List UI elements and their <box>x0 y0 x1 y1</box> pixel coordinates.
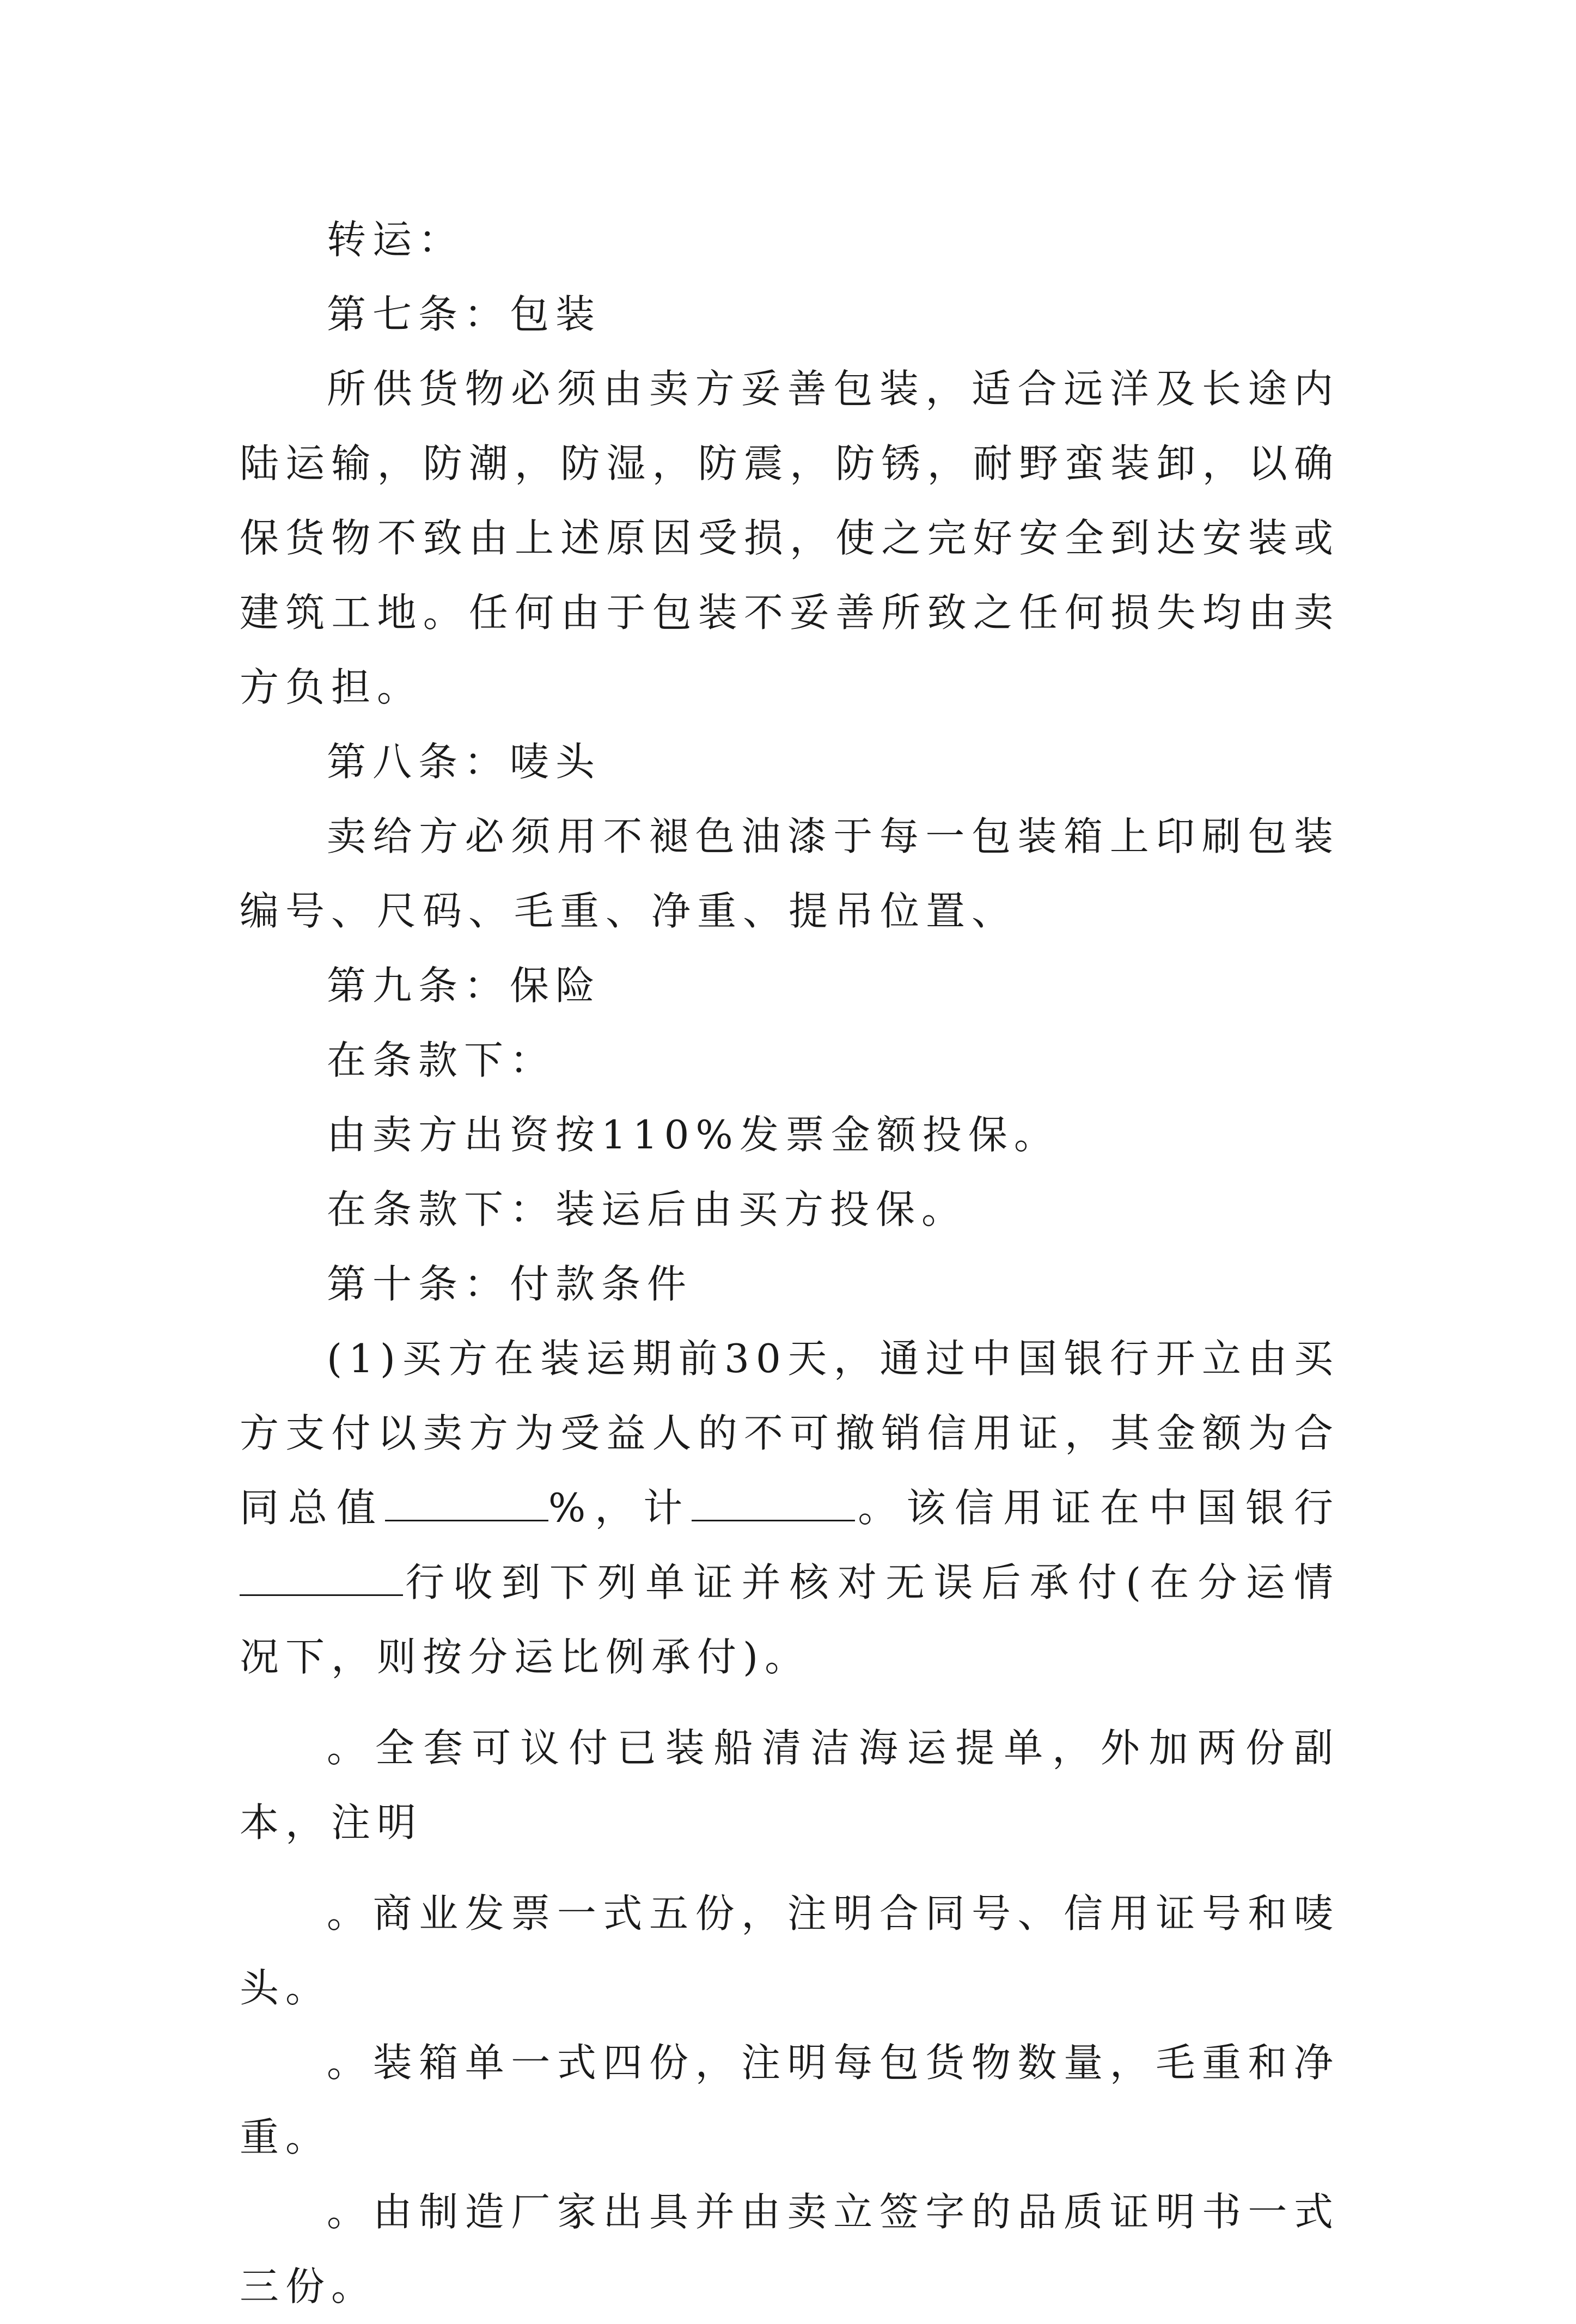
percent-suffix: %，计 <box>548 1485 692 1531</box>
doc-bill-of-lading: 。全套可议付已装船清洁海运提单，外加两份副本，注明 <box>240 1725 1340 1845</box>
article-9-heading: 第九条：保险 <box>327 963 602 1008</box>
after-amount-text: 。该信用证在中国银行 <box>855 1485 1340 1531</box>
article-9-clause-b: 在条款下：装运后由买方投保。 <box>327 1187 968 1232</box>
percent-blank <box>385 1481 548 1521</box>
after-bank-text: 行收到下列单证并核对无误后承付(在分运情况下，则按分运比例承付)。 <box>240 1559 1340 1680</box>
article-8-heading: 第八条：唛头 <box>327 739 602 785</box>
paragraph-transshipment: 转运： <box>327 217 465 262</box>
bank-branch-blank <box>240 1555 403 1596</box>
article-10-heading: 第十条：付款条件 <box>327 1261 693 1307</box>
article-9-seller-insures: 由卖方出资按110%发票金额投保。 <box>327 1112 1060 1158</box>
article-8-body: 卖给方必须用不褪色油漆于每一包装箱上印刷包装编号、尺码、毛重、净重、提吊位置、 <box>240 814 1340 934</box>
contract-text <box>240 203 1340 2324</box>
doc-quality-certificate: 。由制造厂家出具并由卖立签字的品质证明书一式三份。 <box>240 2189 1340 2309</box>
doc-commercial-invoice: 。商业发票一式五份，注明合同号、信用证号和唛头。 <box>240 1891 1340 2011</box>
article-9-clause-a: 在条款下： <box>327 1037 556 1083</box>
amount-blank <box>692 1481 855 1521</box>
doc-packing-list: 。装箱单一式四份，注明每包货物数量，毛重和净重。 <box>240 2040 1340 2160</box>
article-10-payment-terms <box>240 1322 1340 1695</box>
payment-terms-text: (1)买方在装运期前30天，通过中国银行开立由买方支付以卖方为受益人的不可撤销信用证，其金额为合同总值 <box>240 1336 1340 1531</box>
article-7-heading: 第七条：包装 <box>327 291 602 337</box>
article-7-body: 所供货物必须由卖方妥善包装，适合远洋及长途内陆运输，防潮，防湿，防震，防锈，耐野蛮装卸，以确保货物不致由上述原因受损，使之完好安全到达安装或建筑工地。任何由于包装不妥善所致之任何损失均由卖方负担。 <box>240 366 1340 710</box>
